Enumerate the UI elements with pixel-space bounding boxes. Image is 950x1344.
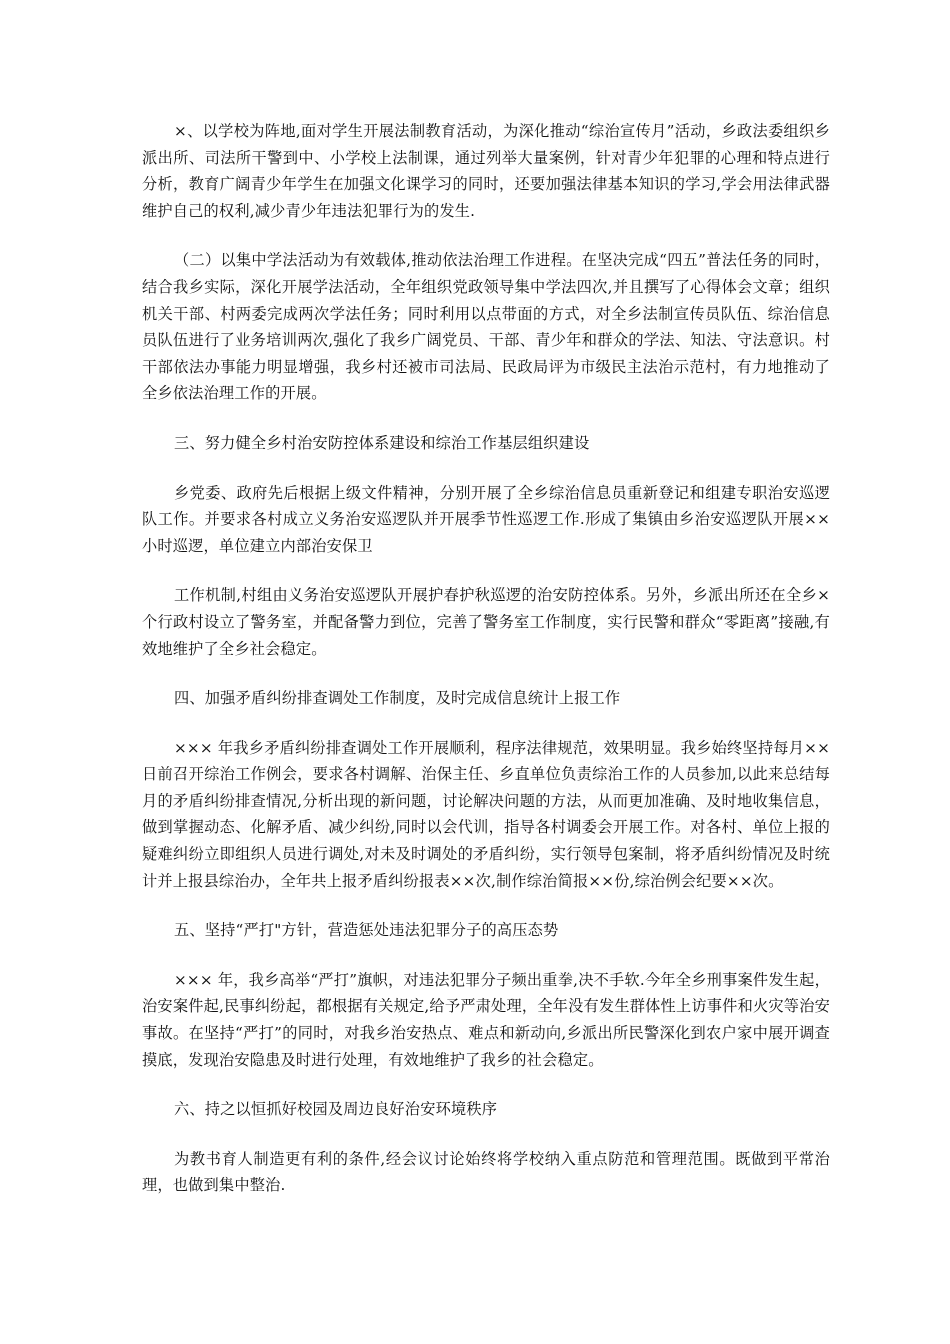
document-page xyxy=(142,118,830,1222)
section-heading-6: 六、持之以恒抓好校园及周边良好治安环境秩序 xyxy=(174,1100,498,1119)
paragraph-school-legal-education: ×、以学校为阵地,面对学生开展法制教育活动，为深化推动“综治宣传月”活动，乡政法委组织乡派出所、司法所干警到中、小学校上法制课，通过列举大量案例，针对青少年犯罪的心理和特点进行分析，教育广阔青少年学生在加强文化课学习的同时，还要加强法律基本知识的学习,学会用法律武器维护自己的权利,减少青少年违法犯罪行为的发生. xyxy=(142,122,830,220)
section-heading-3: 三、努力健全乡村治安防控体系建设和综治工作基层组织建设 xyxy=(174,433,590,452)
paragraph-law-study-activities: （二）以集中学法活动为有效载体,推动依法治理工作进程。在坚决完成“四五”普法任务的同时，结合我乡实际，深化开展学法活动，全年组织党政领导集中学法四次,并且撰写了心得体会文章；组织机关干部、村两委完成两次学法任务；同时利用以点带面的方式，对全乡法制宣传员队伍、综治信息员队伍进行了业务培训两次,强化了我乡广阔党员、干部、青少年和群众的学法、知法、守法意识。村干部依法办事能力明显增强，我乡村还被市司法局、民政局评为市级民主法治示范村，有力地推动了全乡依法治理工作的开展。 xyxy=(142,251,830,403)
paragraph-patrol-teams: 乡党委、政府先后根据上级文件精神，分别开展了全乡综治信息员重新登记和组建专职治安巡逻队工作。并要求各村成立义务治安巡逻队并开展季节性巡逻工作.形成了集镇由乡治安巡逻队开展××小时巡逻，单位建立内部治安保卫 xyxy=(142,483,830,555)
paragraph-police-rooms: 工作机制,村组由义务治安巡逻队开展护春护秋巡逻的治安防控体系。另外，乡派出所还在全乡×个行政村设立了警务室，并配备警力到位，完善了警务室工作制度，实行民警和群众“零距离”接融,有效地维护了全乡社会稳定。 xyxy=(142,586,830,658)
paragraph-campus-security: 为教书育人制造更有利的条件,经会议讨论始终将学校纳入重点防范和管理范围。既做到平常治理，也做到集中整治. xyxy=(142,1149,830,1195)
section-heading-4: 四、加强矛盾纠纷排查调处工作制度，及时完成信息统计上报工作 xyxy=(174,689,621,708)
paragraph-strike-hard: ××× 年，我乡高举“严打”旗帜，对违法犯罪分子频出重拳,决不手软.今年全乡刑事案件发生起，治安案件起,民事纠纷起，都根据有关规定,给予严肃处理，全年没有发生群体性上访事件和火灾等治安事故。在坚持“严打”的同时，对我乡治安热点、难点和新动向,乡派出所民警深化到农户家中展开调查摸底，发现治安隐患及时进行处理，有效地维护了我乡的社会稳定。 xyxy=(142,970,830,1069)
paragraph-dispute-mediation: ××× 年我乡矛盾纠纷排查调处工作开展顺利，程序法律规范，效果明显。我乡始终坚持每月××日前召开综治工作例会，要求各村调解、治保主任、乡直单位负责综治工作的人员参加,以此来总结每月的矛盾纠纷排查情况,分析出现的新问题，讨论解决问题的方法，从而更加准确、及时地收集信息，做到掌握动态、化解矛盾、减少纠纷,同时以会代训，指导各村调委会开展工作。对各村、单位上报的疑难纠纷立即组织人员进行调处,对未及时调处的矛盾纠纷，实行领导包案制，将矛盾纠纷情况及时统计并上报县综治办，全年共上报矛盾纠纷报表××次,制作综治简报××份,综治例会纪要××次。 xyxy=(142,738,830,890)
section-heading-5: 五、坚持“严打"方针，营造惩处违法犯罪分子的高压态势 xyxy=(174,921,559,940)
